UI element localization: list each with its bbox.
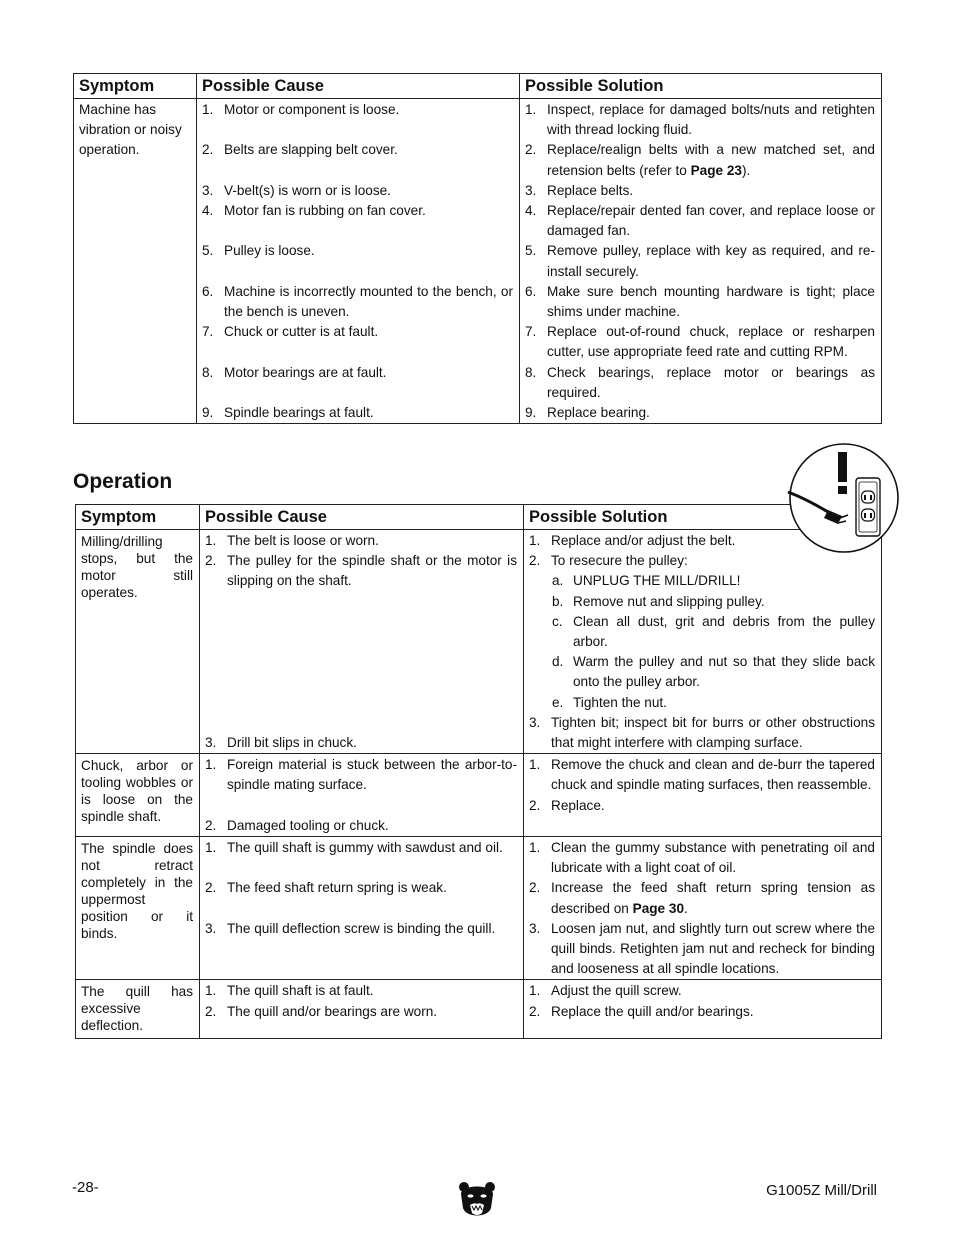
list-item: 7. Chuck or cutter is at fault. — [202, 324, 379, 340]
cause-cell — [200, 754, 524, 837]
page-number: -28- — [72, 1179, 99, 1196]
list-item: 3. Drill bit slips in chuck. — [205, 734, 357, 750]
list-item: 9. Replace bearing. — [525, 405, 650, 421]
list-item: 3. The quill deflection screw is binding the quill. — [205, 920, 496, 936]
list-item: 1. Inspect, replace for damaged bolts/nuts and retighten with thread locking fluid. — [525, 102, 875, 138]
list-item: d. Warm the pulley and nut so that they slide back onto the pulley arbor. — [552, 654, 875, 690]
solution-cell — [520, 99, 882, 424]
list-item: 2. Belts are slapping belt cover. — [202, 142, 398, 158]
symptom-cell: Milling/drilling stops, but the motor still operates. — [76, 530, 200, 754]
cause-cell — [200, 837, 524, 980]
list-item: 6. Make sure bench mounting hardware is tight; place shims under machine. — [525, 283, 875, 320]
cause-cell — [200, 530, 524, 754]
list-item: 2. Increase the feed shaft return spring tension as described on Page 30. — [529, 880, 875, 916]
list-item: 1. Adjust the quill screw. — [529, 983, 682, 999]
list-item: 3. Tighten bit; inspect bit for burrs or other obstructions that might interfere with clamping surface. — [529, 714, 875, 751]
list-item: 5. Remove pulley, replace with key as required, and re-install securely. — [525, 243, 875, 279]
solution-cell — [524, 530, 882, 754]
cause-cell — [200, 980, 524, 1039]
table-row — [76, 980, 882, 1039]
header-symptom: Symptom — [74, 74, 197, 99]
list-item: 1. Remove the chuck and clean and de-burr the tapered chuck and spindle mating surfaces, then reassemble. — [529, 757, 875, 793]
model-name: G1005Z Mill/Drill — [766, 1182, 877, 1199]
list-item: 2. Replace. — [529, 797, 605, 813]
troubleshooting-table-operation — [75, 504, 882, 1039]
list-item: 1. Motor or component is loose. — [202, 102, 400, 117]
solution-cell — [524, 837, 882, 980]
header-symptom: Symptom — [76, 505, 200, 530]
list-item: 2. Replace the quill and/or bearings. — [529, 1003, 754, 1019]
list-item: c. Clean all dust, grit and debris from the pulley arbor. — [552, 613, 875, 650]
symptom-cell: Machine has vibration or noisy operation. — [74, 99, 197, 424]
list-item: 2. The feed shaft return spring is weak. — [205, 880, 447, 896]
list-item: e. Tighten the nut. — [552, 694, 667, 710]
list-item: 2. Replace/realign belts with a new matched set, and retension belts (refer to Page 23). — [525, 142, 875, 178]
list-item: 3. Loosen jam nut, and slightly turn out screw where the quill binds. Retighten jam nut and recheck for binding and looseness at all spindle locations. — [529, 920, 875, 977]
table-header-row — [76, 505, 882, 530]
list-item: 4. Motor fan is rubbing on fan cover. — [202, 202, 426, 218]
list-item: a. UNPLUG THE MILL/DRILL! — [552, 573, 741, 589]
list-item: 3. Replace belts. — [525, 182, 634, 198]
list-item: 2. The quill and/or bearings are worn. — [205, 1003, 438, 1019]
section-title-operation: Operation — [73, 470, 173, 493]
list-item: 3. V-belt(s) is worn or is loose. — [202, 182, 391, 198]
list-item: 8. Check bearings, replace motor or bearings as required. — [525, 364, 875, 400]
list-item: 7. Replace out-of-round chuck, replace or resharpen cutter, use appropriate feed rate and cutting RPM. — [525, 324, 875, 360]
table-row — [74, 99, 882, 424]
list-item: 1. The quill shaft is at fault. — [205, 983, 374, 999]
solution-cell — [524, 980, 882, 1039]
list-item: 1. The belt is loose or worn. — [205, 533, 379, 548]
header-possible-solution: Possible Solution — [524, 505, 882, 530]
table-header-row — [74, 74, 882, 99]
list-item: 1. Clean the gummy substance with penetrating oil and lubricate with a light coat of oil. — [529, 840, 875, 876]
table-row — [76, 837, 882, 980]
header-possible-solution: Possible Solution — [520, 74, 882, 99]
list-item: 5. Pulley is loose. — [202, 243, 315, 259]
list-item: 1. Replace and/or adjust the belt. — [529, 533, 736, 548]
list-item: b. Remove nut and slipping pulley. — [552, 593, 765, 609]
solution-cell — [524, 754, 882, 837]
table-row — [76, 754, 882, 837]
list-item: 6. Machine is incorrectly mounted to the bench, or the bench is uneven. — [202, 283, 513, 319]
list-item: 2. The pulley for the spindle shaft or the motor is slipping on the shaft. — [205, 553, 517, 589]
symptom-cell: Chuck, arbor or tooling wobbles or is loose on the spindle shaft. — [76, 754, 200, 837]
list-item: 2. Damaged tooling or chuck. — [205, 817, 389, 833]
list-item: 1. The quill shaft is gummy with sawdust and oil. — [205, 840, 503, 856]
symptom-cell: The quill has excessive deflection. — [76, 980, 200, 1039]
header-possible-cause: Possible Cause — [197, 74, 520, 99]
symptom-cell: The spindle does not retract completely in the uppermost position or it binds. — [76, 837, 200, 980]
header-possible-cause: Possible Cause — [200, 505, 524, 530]
grizzly-bear-logo-icon — [458, 1180, 496, 1222]
table-row — [76, 530, 882, 754]
unplug-warning-icon — [784, 442, 902, 554]
cause-cell — [197, 99, 520, 424]
list-item: 1. Foreign material is stuck between the arbor-to-spindle mating surface. — [205, 757, 517, 793]
list-item: 9. Spindle bearings at fault. — [202, 404, 374, 420]
troubleshooting-table-vibration — [73, 73, 882, 424]
list-item: 2. To resecure the pulley: — [529, 553, 688, 569]
list-item: 8. Motor bearings are at fault. — [202, 364, 387, 380]
list-item: 4. Replace/repair dented fan cover, and replace loose or damaged fan. — [525, 203, 875, 239]
